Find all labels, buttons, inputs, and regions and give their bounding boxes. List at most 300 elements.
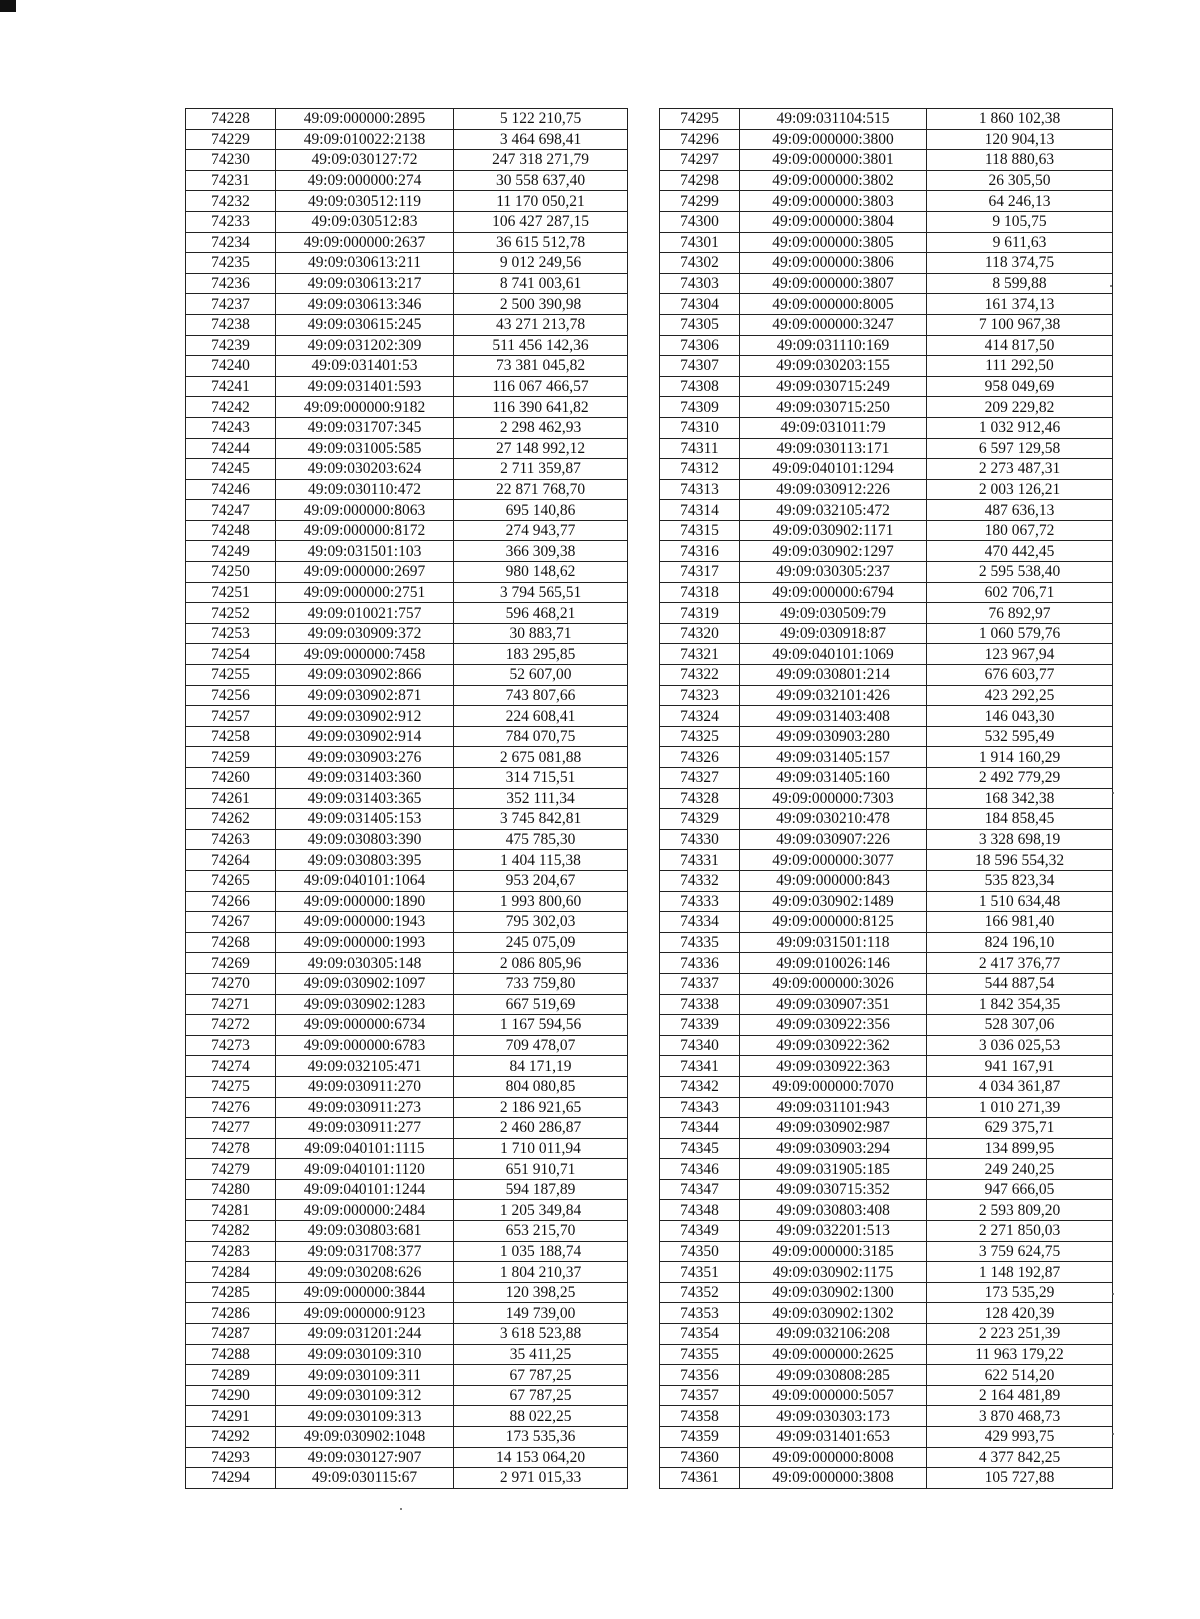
- cadastral-number-cell: 49:09:030902:1489: [740, 891, 927, 912]
- row-number-cell: 74342: [660, 1076, 740, 1097]
- cadastral-value-cell: 11 170 050,21: [454, 191, 628, 212]
- row-number-cell: 74238: [186, 314, 276, 335]
- table-row: [660, 191, 1113, 212]
- cadastral-number-cell: 49:09:000000:6794: [740, 582, 927, 603]
- row-number-cell: 74228: [186, 109, 276, 130]
- table-row: [186, 1138, 628, 1159]
- cadastral-value-cell: 120 398,25: [454, 1282, 628, 1303]
- table-row: [660, 1406, 1113, 1427]
- cadastral-value-cell: 629 375,71: [927, 1118, 1113, 1139]
- table-row: [186, 1365, 628, 1386]
- row-number-cell: 74331: [660, 850, 740, 871]
- cadastral-value-cell: 123 967,94: [927, 644, 1113, 665]
- row-number-cell: 74258: [186, 726, 276, 747]
- table-row: [660, 356, 1113, 377]
- table-row: [660, 232, 1113, 253]
- cadastral-value-cell: 2 086 805,96: [454, 953, 628, 974]
- row-number-cell: 74247: [186, 500, 276, 521]
- row-number-cell: 74303: [660, 273, 740, 294]
- table-row: [186, 685, 628, 706]
- table-row: [660, 582, 1113, 603]
- table-row: [660, 1385, 1113, 1406]
- table-row: [186, 273, 628, 294]
- cadastral-value-cell: 709 478,07: [454, 1035, 628, 1056]
- row-number-cell: 74286: [186, 1303, 276, 1324]
- table-row: [186, 582, 628, 603]
- cadastral-number-cell: 49:09:000000:1993: [276, 932, 454, 953]
- cadastral-number-cell: 49:09:030803:395: [276, 850, 454, 871]
- cadastral-number-cell: 49:09:000000:3026: [740, 973, 927, 994]
- cadastral-value-cell: 1 993 800,60: [454, 891, 628, 912]
- cadastral-number-cell: 49:09:031707:345: [276, 417, 454, 438]
- cadastral-number-cell: 49:09:000000:2697: [276, 562, 454, 583]
- table-row: [186, 1035, 628, 1056]
- cadastral-number-cell: 49:09:000000:8008: [740, 1447, 927, 1468]
- row-number-cell: 74232: [186, 191, 276, 212]
- row-number-cell: 74278: [186, 1138, 276, 1159]
- cadastral-number-cell: 49:09:000000:3247: [740, 314, 927, 335]
- table-row: [186, 459, 628, 480]
- cadastral-number-cell: 49:09:031005:585: [276, 438, 454, 459]
- cadastral-value-cell: 743 807,66: [454, 685, 628, 706]
- row-number-cell: 74245: [186, 459, 276, 480]
- row-number-cell: 74283: [186, 1241, 276, 1262]
- cadastral-number-cell: 49:09:030109:310: [276, 1344, 454, 1365]
- table-row: [186, 562, 628, 583]
- table-row: [186, 829, 628, 850]
- cadastral-number-cell: 49:09:030305:148: [276, 953, 454, 974]
- cadastral-value-cell: 2 460 286,87: [454, 1118, 628, 1139]
- row-number-cell: 74346: [660, 1159, 740, 1180]
- cadastral-number-cell: 49:09:030113:171: [740, 438, 927, 459]
- cadastral-number-cell: 49:09:031202:309: [276, 335, 454, 356]
- table-row: [186, 973, 628, 994]
- table-row: [660, 665, 1113, 686]
- cadastral-value-cell: 249 240,25: [927, 1159, 1113, 1180]
- cadastral-number-cell: 49:09:030922:356: [740, 1015, 927, 1036]
- row-number-cell: 74279: [186, 1159, 276, 1180]
- cadastral-number-cell: 49:09:030512:119: [276, 191, 454, 212]
- cadastral-number-cell: 49:09:031403:365: [276, 788, 454, 809]
- table-row: [186, 932, 628, 953]
- row-number-cell: 74320: [660, 623, 740, 644]
- cadastral-number-cell: 49:09:031403:408: [740, 706, 927, 727]
- table-row: [186, 191, 628, 212]
- row-number-cell: 74361: [660, 1468, 740, 1489]
- row-number-cell: 74323: [660, 685, 740, 706]
- cadastral-value-cell: 274 943,77: [454, 520, 628, 541]
- cadastral-value-cell: 22 871 768,70: [454, 479, 628, 500]
- row-number-cell: 74321: [660, 644, 740, 665]
- row-number-cell: 74314: [660, 500, 740, 521]
- cadastral-value-cell: 173 535,29: [927, 1282, 1113, 1303]
- cadastral-value-cell: 183 295,85: [454, 644, 628, 665]
- row-number-cell: 74230: [186, 150, 276, 171]
- cadastral-value-cell: 804 080,85: [454, 1076, 628, 1097]
- row-number-cell: 74327: [660, 768, 740, 789]
- row-number-cell: 74298: [660, 170, 740, 191]
- table-row: [186, 356, 628, 377]
- row-number-cell: 74308: [660, 376, 740, 397]
- cadastral-number-cell: 49:09:000000:7458: [276, 644, 454, 665]
- cadastral-value-cell: 35 411,25: [454, 1344, 628, 1365]
- table-row: [660, 1221, 1113, 1242]
- cadastral-value-cell: 134 899,95: [927, 1138, 1113, 1159]
- cadastral-number-cell: 49:09:000000:3185: [740, 1241, 927, 1262]
- left-register-panel: [185, 108, 628, 1489]
- scan-speck: [1112, 792, 1114, 794]
- cadastral-number-cell: 49:09:032201:513: [740, 1221, 927, 1242]
- cadastral-value-cell: 43 271 213,78: [454, 314, 628, 335]
- cadastral-value-cell: 106 427 287,15: [454, 211, 628, 232]
- cadastral-value-cell: 1 010 271,39: [927, 1097, 1113, 1118]
- cadastral-number-cell: 49:09:030902:1175: [740, 1262, 927, 1283]
- row-number-cell: 74315: [660, 520, 740, 541]
- table-row: [186, 788, 628, 809]
- row-number-cell: 74349: [660, 1221, 740, 1242]
- row-number-cell: 74271: [186, 994, 276, 1015]
- cadastral-value-cell: 535 823,34: [927, 870, 1113, 891]
- table-row: [186, 1324, 628, 1345]
- cadastral-value-cell: 1 060 579,76: [927, 623, 1113, 644]
- table-row: [186, 747, 628, 768]
- cadastral-value-cell: 1 842 354,35: [927, 994, 1113, 1015]
- row-number-cell: 74325: [660, 726, 740, 747]
- row-number-cell: 74260: [186, 768, 276, 789]
- cadastral-value-cell: 149 739,00: [454, 1303, 628, 1324]
- cadastral-number-cell: 49:09:030911:270: [276, 1076, 454, 1097]
- scan-corner-mark: [0, 0, 16, 12]
- cadastral-value-cell: 11 963 179,22: [927, 1344, 1113, 1365]
- cadastral-number-cell: 49:09:000000:7070: [740, 1076, 927, 1097]
- cadastral-value-cell: 423 292,25: [927, 685, 1113, 706]
- cadastral-number-cell: 49:09:030109:311: [276, 1365, 454, 1386]
- cadastral-number-cell: 49:09:030715:352: [740, 1179, 927, 1200]
- row-number-cell: 74244: [186, 438, 276, 459]
- cadastral-value-cell: 88 022,25: [454, 1406, 628, 1427]
- table-row: [186, 912, 628, 933]
- cadastral-number-cell: 49:09:032105:472: [740, 500, 927, 521]
- row-number-cell: 74243: [186, 417, 276, 438]
- row-number-cell: 74270: [186, 973, 276, 994]
- table-row: [186, 1159, 628, 1180]
- cadastral-number-cell: 49:09:040101:1244: [276, 1179, 454, 1200]
- cadastral-number-cell: 49:09:030615:245: [276, 314, 454, 335]
- row-number-cell: 74290: [186, 1385, 276, 1406]
- table-row: [186, 994, 628, 1015]
- row-number-cell: 74332: [660, 870, 740, 891]
- table-row: [186, 1385, 628, 1406]
- table-row: [660, 1035, 1113, 1056]
- row-number-cell: 74360: [660, 1447, 740, 1468]
- row-number-cell: 74317: [660, 562, 740, 583]
- cadastral-value-cell: 161 374,13: [927, 294, 1113, 315]
- cadastral-value-cell: 76 892,97: [927, 603, 1113, 624]
- cadastral-value-cell: 247 318 271,79: [454, 150, 628, 171]
- cadastral-value-cell: 366 309,38: [454, 541, 628, 562]
- cadastral-number-cell: 49:09:030907:226: [740, 829, 927, 850]
- cadastral-value-cell: 146 043,30: [927, 706, 1113, 727]
- cadastral-number-cell: 49:09:000000:2484: [276, 1200, 454, 1221]
- row-number-cell: 74352: [660, 1282, 740, 1303]
- table-row: [186, 1200, 628, 1221]
- table-row: [660, 109, 1113, 130]
- row-number-cell: 74263: [186, 829, 276, 850]
- table-row: [660, 932, 1113, 953]
- cadastral-value-cell: 3 328 698,19: [927, 829, 1113, 850]
- row-number-cell: 74347: [660, 1179, 740, 1200]
- row-number-cell: 74299: [660, 191, 740, 212]
- cadastral-value-cell: 2 500 390,98: [454, 294, 628, 315]
- table-row: [186, 1076, 628, 1097]
- cadastral-number-cell: 49:09:030902:1297: [740, 541, 927, 562]
- cadastral-number-cell: 49:09:032106:208: [740, 1324, 927, 1345]
- cadastral-number-cell: 49:09:030902:914: [276, 726, 454, 747]
- cadastral-number-cell: 49:09:040101:1115: [276, 1138, 454, 1159]
- row-number-cell: 74277: [186, 1118, 276, 1139]
- cadastral-value-cell: 953 204,67: [454, 870, 628, 891]
- table-row: [660, 294, 1113, 315]
- cadastral-value-cell: 209 229,82: [927, 397, 1113, 418]
- cadastral-number-cell: 49:09:030902:912: [276, 706, 454, 727]
- cadastral-value-cell: 676 603,77: [927, 665, 1113, 686]
- table-row: [660, 1015, 1113, 1036]
- cadastral-number-cell: 49:09:031401:593: [276, 376, 454, 397]
- cadastral-number-cell: 49:09:030909:372: [276, 623, 454, 644]
- row-number-cell: 74333: [660, 891, 740, 912]
- table-row: [660, 623, 1113, 644]
- cadastral-value-cell: 118 374,75: [927, 253, 1113, 274]
- cadastral-value-cell: 487 636,13: [927, 500, 1113, 521]
- row-number-cell: 74261: [186, 788, 276, 809]
- row-number-cell: 74324: [660, 706, 740, 727]
- cadastral-number-cell: 49:09:031501:118: [740, 932, 927, 953]
- cadastral-number-cell: 49:09:000000:3805: [740, 232, 927, 253]
- cadastral-number-cell: 49:09:031905:185: [740, 1159, 927, 1180]
- cadastral-number-cell: 49:09:030903:280: [740, 726, 927, 747]
- table-row: [660, 562, 1113, 583]
- table-row: [660, 685, 1113, 706]
- cadastral-number-cell: 49:09:030203:155: [740, 356, 927, 377]
- table-row: [660, 1324, 1113, 1345]
- row-number-cell: 74350: [660, 1241, 740, 1262]
- cadastral-value-cell: 667 519,69: [454, 994, 628, 1015]
- table-row: [660, 829, 1113, 850]
- table-row: [660, 1200, 1113, 1221]
- cadastral-value-cell: 1 167 594,56: [454, 1015, 628, 1036]
- row-number-cell: 74311: [660, 438, 740, 459]
- table-row: [660, 1262, 1113, 1283]
- row-number-cell: 74316: [660, 541, 740, 562]
- row-number-cell: 74293: [186, 1447, 276, 1468]
- row-number-cell: 74265: [186, 870, 276, 891]
- cadastral-value-cell: 2 492 779,29: [927, 768, 1113, 789]
- table-row: [186, 665, 628, 686]
- row-number-cell: 74237: [186, 294, 276, 315]
- table-row: [660, 973, 1113, 994]
- cadastral-value-cell: 118 880,63: [927, 150, 1113, 171]
- cadastral-value-cell: 111 292,50: [927, 356, 1113, 377]
- table-row: [186, 603, 628, 624]
- cadastral-number-cell: 49:09:040101:1120: [276, 1159, 454, 1180]
- cadastral-value-cell: 695 140,86: [454, 500, 628, 521]
- cadastral-number-cell: 49:09:000000:2895: [276, 109, 454, 130]
- table-row: [186, 1447, 628, 1468]
- cadastral-value-cell: 2 675 081,88: [454, 747, 628, 768]
- row-number-cell: 74294: [186, 1468, 276, 1489]
- cadastral-number-cell: 49:09:030902:1300: [740, 1282, 927, 1303]
- cadastral-value-cell: 14 153 064,20: [454, 1447, 628, 1468]
- table-row: [660, 1159, 1113, 1180]
- cadastral-number-cell: 49:09:000000:2751: [276, 582, 454, 603]
- table-row: [660, 603, 1113, 624]
- row-number-cell: 74330: [660, 829, 740, 850]
- row-number-cell: 74343: [660, 1097, 740, 1118]
- row-number-cell: 74322: [660, 665, 740, 686]
- table-row: [660, 438, 1113, 459]
- row-number-cell: 74300: [660, 211, 740, 232]
- table-row: [660, 768, 1113, 789]
- cadastral-value-cell: 9 105,75: [927, 211, 1113, 232]
- row-number-cell: 74272: [186, 1015, 276, 1036]
- cadastral-number-cell: 49:09:030922:363: [740, 1056, 927, 1077]
- row-number-cell: 74287: [186, 1324, 276, 1345]
- row-number-cell: 74335: [660, 932, 740, 953]
- cadastral-value-cell: 67 787,25: [454, 1385, 628, 1406]
- cadastral-number-cell: 49:09:010022:2138: [276, 129, 454, 150]
- cadastral-value-cell: 1 148 192,87: [927, 1262, 1113, 1283]
- cadastral-number-cell: 49:09:000000:8125: [740, 912, 927, 933]
- row-number-cell: 74313: [660, 479, 740, 500]
- cadastral-number-cell: 49:09:010021:757: [276, 603, 454, 624]
- cadastral-value-cell: 245 075,09: [454, 932, 628, 953]
- table-row: [186, 644, 628, 665]
- row-number-cell: 74319: [660, 603, 740, 624]
- cadastral-value-cell: 2 417 376,77: [927, 953, 1113, 974]
- row-number-cell: 74235: [186, 253, 276, 274]
- row-number-cell: 74295: [660, 109, 740, 130]
- table-row: [660, 809, 1113, 830]
- cadastral-number-cell: 49:09:030902:1283: [276, 994, 454, 1015]
- cadastral-value-cell: 84 171,19: [454, 1056, 628, 1077]
- cadastral-number-cell: 49:09:030902:987: [740, 1118, 927, 1139]
- table-row: [186, 1282, 628, 1303]
- cadastral-number-cell: 49:09:031011:79: [740, 417, 927, 438]
- cadastral-number-cell: 49:09:000000:1943: [276, 912, 454, 933]
- cadastral-value-cell: 470 442,45: [927, 541, 1113, 562]
- cadastral-number-cell: 49:09:000000:7303: [740, 788, 927, 809]
- cadastral-number-cell: 49:09:000000:2637: [276, 232, 454, 253]
- table-row: [660, 1179, 1113, 1200]
- cadastral-number-cell: 49:09:030210:478: [740, 809, 927, 830]
- cadastral-value-cell: 8 741 003,61: [454, 273, 628, 294]
- table-row: [186, 479, 628, 500]
- cadastral-number-cell: 49:09:030109:312: [276, 1385, 454, 1406]
- row-number-cell: 74309: [660, 397, 740, 418]
- cadastral-number-cell: 49:09:040101:1069: [740, 644, 927, 665]
- row-number-cell: 74306: [660, 335, 740, 356]
- table-row: [660, 788, 1113, 809]
- table-row: [186, 1303, 628, 1324]
- cadastral-number-cell: 49:09:000000:3806: [740, 253, 927, 274]
- row-number-cell: 74259: [186, 747, 276, 768]
- cadastral-number-cell: 49:09:031104:515: [740, 109, 927, 130]
- cadastral-number-cell: 49:09:000000:3804: [740, 211, 927, 232]
- row-number-cell: 74253: [186, 623, 276, 644]
- cadastral-value-cell: 2 271 850,03: [927, 1221, 1113, 1242]
- cadastral-value-cell: 958 049,69: [927, 376, 1113, 397]
- table-row: [660, 870, 1113, 891]
- table-row: [186, 314, 628, 335]
- row-number-cell: 74255: [186, 665, 276, 686]
- cadastral-number-cell: 49:09:000000:3807: [740, 273, 927, 294]
- cadastral-number-cell: 49:09:031201:244: [276, 1324, 454, 1345]
- table-row: [186, 953, 628, 974]
- cadastral-value-cell: 544 887,54: [927, 973, 1113, 994]
- cadastral-number-cell: 49:09:031401:53: [276, 356, 454, 377]
- row-number-cell: 74240: [186, 356, 276, 377]
- table-row: [660, 314, 1113, 335]
- row-number-cell: 74355: [660, 1344, 740, 1365]
- row-number-cell: 74341: [660, 1056, 740, 1077]
- cadastral-value-cell: 2 298 462,93: [454, 417, 628, 438]
- table-row: [660, 850, 1113, 871]
- row-number-cell: 74252: [186, 603, 276, 624]
- table-row: [186, 1241, 628, 1262]
- cadastral-value-cell: 3 464 698,41: [454, 129, 628, 150]
- row-number-cell: 74337: [660, 973, 740, 994]
- table-row: [186, 768, 628, 789]
- row-number-cell: 74345: [660, 1138, 740, 1159]
- table-row: [186, 170, 628, 191]
- cadastral-value-cell: 824 196,10: [927, 932, 1113, 953]
- table-row: [186, 417, 628, 438]
- cadastral-number-cell: 49:09:031708:377: [276, 1241, 454, 1262]
- row-number-cell: 74329: [660, 809, 740, 830]
- cadastral-number-cell: 49:09:031401:653: [740, 1427, 927, 1448]
- table-row: [186, 809, 628, 830]
- row-number-cell: 74297: [660, 150, 740, 171]
- table-row: [660, 644, 1113, 665]
- cadastral-value-cell: 2 593 809,20: [927, 1200, 1113, 1221]
- cadastral-value-cell: 2 164 481,89: [927, 1385, 1113, 1406]
- row-number-cell: 74302: [660, 253, 740, 274]
- table-row: [660, 541, 1113, 562]
- cadastral-value-cell: 2 003 126,21: [927, 479, 1113, 500]
- table-row: [660, 1344, 1113, 1365]
- cadastral-number-cell: 49:09:030918:87: [740, 623, 927, 644]
- right-register-panel: [659, 108, 1113, 1489]
- table-row: [660, 211, 1113, 232]
- table-row: [660, 1118, 1113, 1139]
- row-number-cell: 74239: [186, 335, 276, 356]
- cadastral-number-cell: 49:09:030902:1097: [276, 973, 454, 994]
- cadastral-value-cell: 941 167,91: [927, 1056, 1113, 1077]
- cadastral-number-cell: 49:09:030903:276: [276, 747, 454, 768]
- cadastral-number-cell: 49:09:030110:472: [276, 479, 454, 500]
- table-row: [660, 1303, 1113, 1324]
- cadastral-value-cell: 3 870 468,73: [927, 1406, 1113, 1427]
- cadastral-value-cell: 166 981,40: [927, 912, 1113, 933]
- table-row: [186, 232, 628, 253]
- table-row: [660, 1138, 1113, 1159]
- cadastral-value-cell: 429 993,75: [927, 1427, 1113, 1448]
- row-number-cell: 74289: [186, 1365, 276, 1386]
- cadastral-value-cell: 9 012 249,56: [454, 253, 628, 274]
- row-number-cell: 74280: [186, 1179, 276, 1200]
- table-row: [186, 335, 628, 356]
- table-row: [186, 850, 628, 871]
